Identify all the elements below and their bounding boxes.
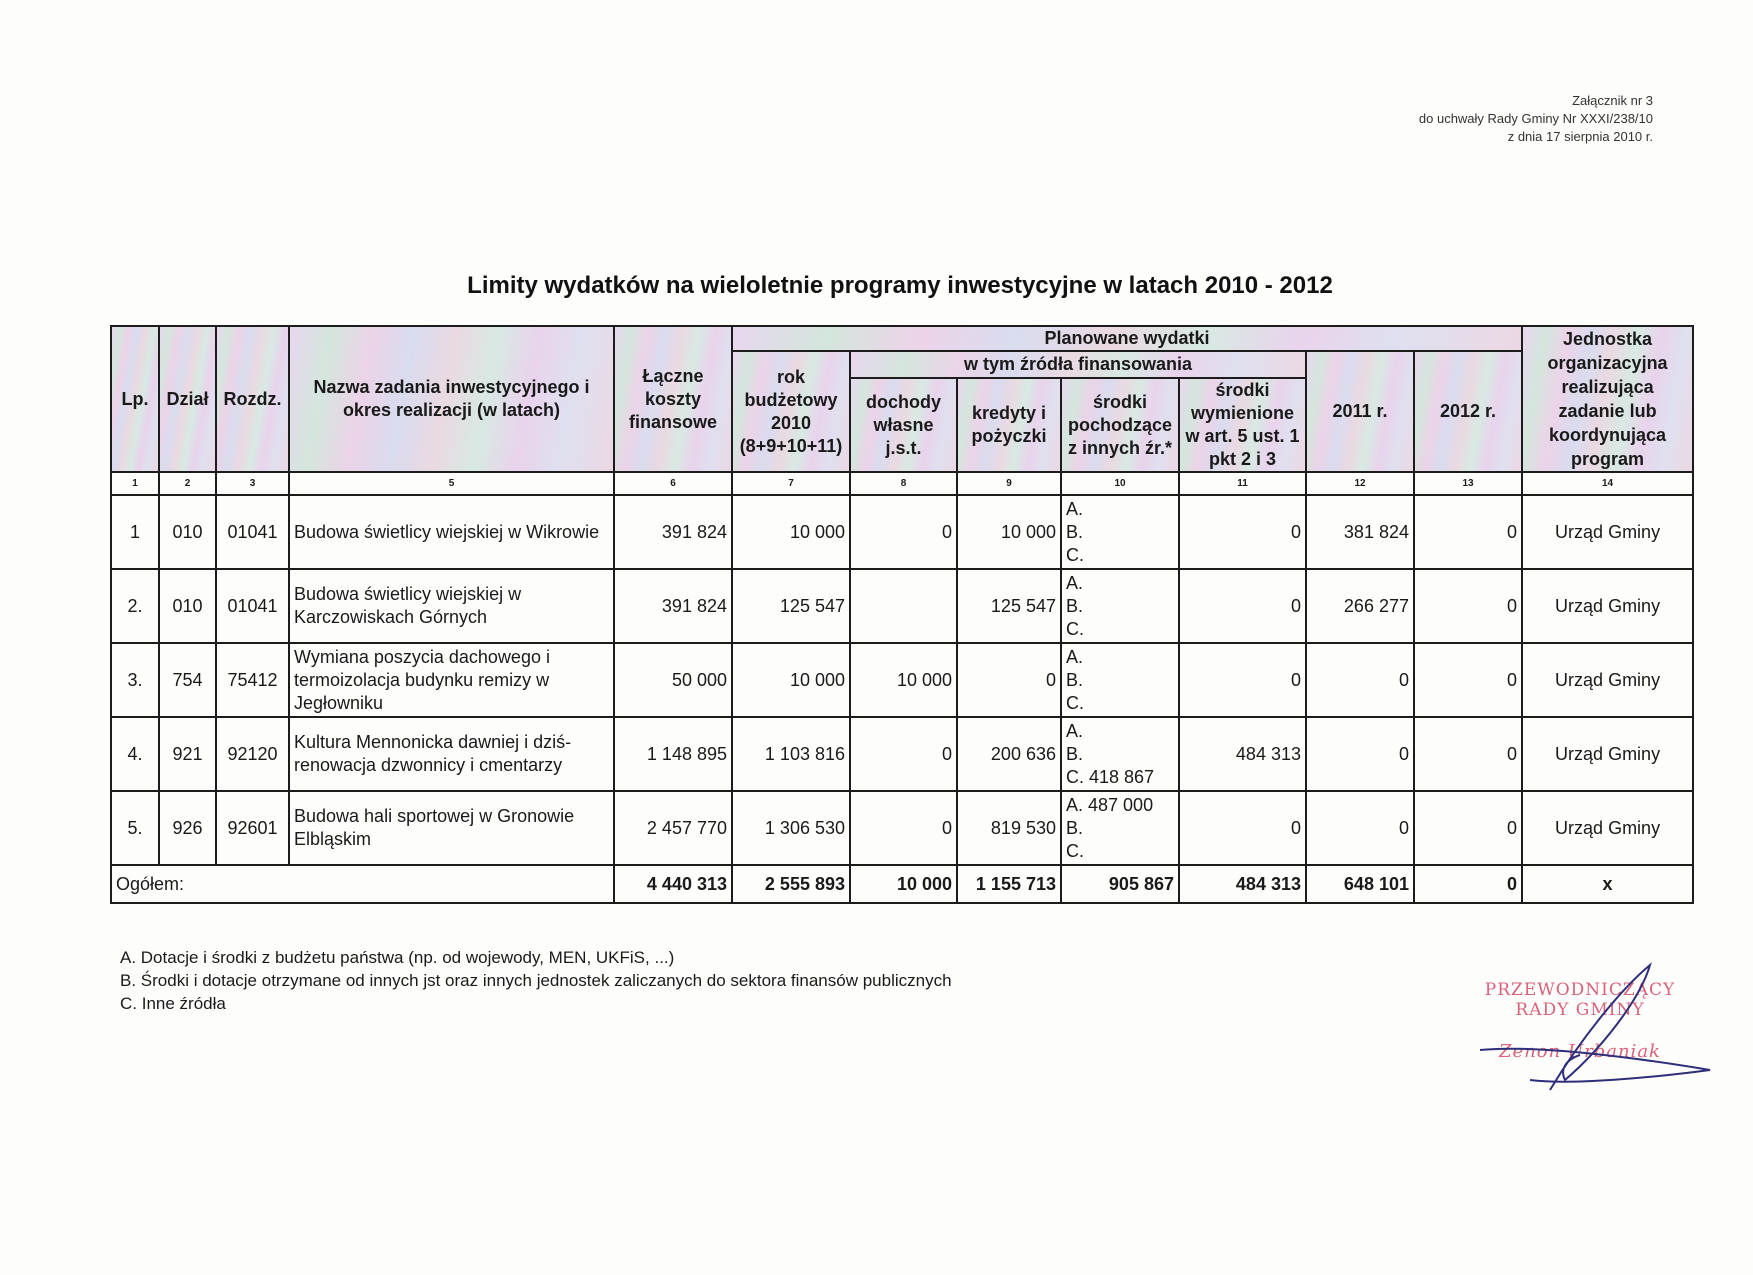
column-number: 6 xyxy=(614,472,732,495)
cell-other-sources xyxy=(1061,643,1179,717)
cell-rozdz: 92120 xyxy=(216,717,289,791)
column-number: 12 xyxy=(1306,472,1414,495)
attachment-note xyxy=(1419,92,1653,146)
source-b: B. xyxy=(1066,521,1084,542)
total-2012: 0 xyxy=(1414,865,1522,903)
cell-dzial: 010 xyxy=(159,569,216,643)
investment-limits-table xyxy=(110,325,1694,904)
cell-other-sources xyxy=(1061,717,1179,791)
cell-dzial: 010 xyxy=(159,495,216,569)
cell-lp: 1 xyxy=(111,495,159,569)
header-other-sources: środki pochodzące z innych źr.* xyxy=(1061,378,1179,472)
header-loans: kredyty i pożyczki xyxy=(957,378,1061,472)
column-number: 8 xyxy=(850,472,957,495)
cell-task-name: Wymiana poszycia dachowego i termoizolacja budynku remizy w Jegłowniku xyxy=(289,643,614,717)
header-2011: 2011 r. xyxy=(1306,351,1414,472)
source-b: B. xyxy=(1066,817,1084,838)
cell-rozdz: 01041 xyxy=(216,569,289,643)
cell-loans: 0 xyxy=(957,643,1061,717)
cell-2012: 0 xyxy=(1414,643,1522,717)
cell-dzial: 921 xyxy=(159,717,216,791)
cell-lp: 4. xyxy=(111,717,159,791)
cell-2012: 0 xyxy=(1414,569,1522,643)
cell-other-sources xyxy=(1061,495,1179,569)
header-2012: 2012 r. xyxy=(1414,351,1522,472)
cell-budget-year: 10 000 xyxy=(732,495,850,569)
cell-total-costs: 1 148 895 xyxy=(614,717,732,791)
total-own-income: 10 000 xyxy=(850,865,957,903)
table-row xyxy=(111,495,1693,569)
cell-budget-year: 10 000 xyxy=(732,643,850,717)
source-b: B. xyxy=(1066,743,1084,764)
total-art5-funds: 484 313 xyxy=(1179,865,1306,903)
source-c: C. xyxy=(1066,692,1084,713)
funding-legend xyxy=(120,946,952,1015)
cell-task-name: Budowa hali sportowej w Gronowie Elbląskim xyxy=(289,791,614,865)
stamp-title: PRZEWODNICZĄCY xyxy=(1484,980,1676,1000)
total-other-sources: 905 867 xyxy=(1061,865,1179,903)
total-budget-year: 2 555 893 xyxy=(732,865,850,903)
cell-art5-funds: 0 xyxy=(1179,569,1306,643)
source-c: C. xyxy=(1066,840,1084,861)
legend-item-b: B. Środki i dotacje otrzymane od innych jst oraz innych jednostek zaliczanych do sektora finansów publicznych xyxy=(120,971,952,990)
cell-lp: 2. xyxy=(111,569,159,643)
total-costs: 4 440 313 xyxy=(614,865,732,903)
source-a: A. xyxy=(1066,572,1084,593)
total-unit: x xyxy=(1522,865,1693,903)
cell-other-sources xyxy=(1061,569,1179,643)
cell-unit: Urząd Gminy xyxy=(1522,643,1693,717)
signature-icon xyxy=(1470,960,1730,1110)
header-total-costs: Łączne koszty finansowe xyxy=(614,326,732,472)
cell-unit: Urząd Gminy xyxy=(1522,495,1693,569)
source-a: A. xyxy=(1066,720,1084,741)
column-number: 7 xyxy=(732,472,850,495)
total-loans: 1 155 713 xyxy=(957,865,1061,903)
source-c: C. 418 867 xyxy=(1066,766,1155,787)
cell-loans: 819 530 xyxy=(957,791,1061,865)
column-numbers-row xyxy=(111,472,1693,495)
legend-item-a: A. Dotacje i środki z budżetu państwa (np. od wojewody, MEN, UKFiS, ...) xyxy=(120,948,675,967)
total-2011: 648 101 xyxy=(1306,865,1414,903)
header-dzial: Dział xyxy=(159,326,216,472)
cell-own-income: 0 xyxy=(850,495,957,569)
header-funding-sources: w tym źródła finansowania xyxy=(850,351,1306,378)
column-number: 9 xyxy=(957,472,1061,495)
cell-rozdz: 01041 xyxy=(216,495,289,569)
cell-art5-funds: 0 xyxy=(1179,643,1306,717)
table-row xyxy=(111,717,1693,791)
cell-other-sources xyxy=(1061,791,1179,865)
cell-art5-funds: 484 313 xyxy=(1179,717,1306,791)
cell-rozdz: 75412 xyxy=(216,643,289,717)
legend-item-c: C. Inne źródła xyxy=(120,994,226,1013)
column-number: 10 xyxy=(1061,472,1179,495)
cell-budget-year: 1 306 530 xyxy=(732,791,850,865)
cell-budget-year: 1 103 816 xyxy=(732,717,850,791)
header-budget-year: rok budżetowy 2010 (8+9+10+11) xyxy=(732,351,850,472)
table-row xyxy=(111,643,1693,717)
column-number: 1 xyxy=(111,472,159,495)
header-art5-funds: środki wymienione w art. 5 ust. 1 pkt 2 i 3 xyxy=(1179,378,1306,472)
header-rozdz: Rozdz. xyxy=(216,326,289,472)
column-number: 14 xyxy=(1522,472,1693,495)
cell-art5-funds: 0 xyxy=(1179,495,1306,569)
column-number: 3 xyxy=(216,472,289,495)
source-b: B. xyxy=(1066,595,1084,616)
cell-dzial: 754 xyxy=(159,643,216,717)
column-number: 11 xyxy=(1179,472,1306,495)
header-planned-expenses: Planowane wydatki xyxy=(732,326,1522,351)
cell-total-costs: 2 457 770 xyxy=(614,791,732,865)
header-task-name: Nazwa zadania inwestycyjnego i okres realizacji (w latach) xyxy=(289,326,614,472)
source-c: C. xyxy=(1066,618,1084,639)
cell-own-income: 0 xyxy=(850,717,957,791)
resolution-reference: do uchwały Rady Gminy Nr XXXI/238/10 xyxy=(1418,111,1653,126)
cell-2011: 0 xyxy=(1306,643,1414,717)
cell-2011: 0 xyxy=(1306,791,1414,865)
header-unit: Jednostka organizacyjna realizująca zadanie lub koordynująca program xyxy=(1522,326,1693,472)
source-a: A. xyxy=(1066,498,1084,519)
cell-rozdz: 92601 xyxy=(216,791,289,865)
cell-2011: 0 xyxy=(1306,717,1414,791)
cell-unit: Urząd Gminy xyxy=(1522,717,1693,791)
cell-lp: 5. xyxy=(111,791,159,865)
resolution-date: z dnia 17 sierpnia 2010 r. xyxy=(1507,129,1653,144)
cell-unit: Urząd Gminy xyxy=(1522,791,1693,865)
cell-dzial: 926 xyxy=(159,791,216,865)
column-number: 5 xyxy=(289,472,614,495)
stamp-name: Zenon Urbaniak xyxy=(1499,1041,1661,1062)
cell-2012: 0 xyxy=(1414,791,1522,865)
cell-loans: 125 547 xyxy=(957,569,1061,643)
cell-loans: 10 000 xyxy=(957,495,1061,569)
cell-task-name: Kultura Mennonicka dawniej i dziś- renowacja dzwonnicy i cmentarzy xyxy=(289,717,614,791)
cell-own-income: 0 xyxy=(850,791,957,865)
cell-task-name: Budowa świetlicy wiejskiej w Karczowiskach Górnych xyxy=(289,569,614,643)
source-b: B. xyxy=(1066,669,1084,690)
cell-loans: 200 636 xyxy=(957,717,1061,791)
table-row xyxy=(111,569,1693,643)
attachment-number: Załącznik nr 3 xyxy=(1572,93,1653,108)
cell-own-income: 10 000 xyxy=(850,643,957,717)
cell-art5-funds: 0 xyxy=(1179,791,1306,865)
source-a: A. 487 000 xyxy=(1066,794,1154,815)
cell-unit: Urząd Gminy xyxy=(1522,569,1693,643)
header-lp: Lp. xyxy=(111,326,159,472)
document-title: Limity wydatków na wieloletnie programy inwestycyjne w latach 2010 - 2012 xyxy=(467,272,1333,299)
stamp-council: RADY GMINY xyxy=(1515,1000,1645,1020)
total-row xyxy=(111,865,1693,903)
cell-lp: 3. xyxy=(111,643,159,717)
cell-2012: 0 xyxy=(1414,495,1522,569)
total-label: Ogółem: xyxy=(111,865,614,903)
cell-total-costs: 391 824 xyxy=(614,569,732,643)
source-a: A. xyxy=(1066,646,1084,667)
cell-own-income xyxy=(850,569,957,643)
source-c: C. xyxy=(1066,544,1084,565)
header-own-income: dochody własne j.s.t. xyxy=(850,378,957,472)
cell-2012: 0 xyxy=(1414,717,1522,791)
column-number: 2 xyxy=(159,472,216,495)
cell-2011: 266 277 xyxy=(1306,569,1414,643)
cell-budget-year: 125 547 xyxy=(732,569,850,643)
table-row xyxy=(111,791,1693,865)
cell-total-costs: 391 824 xyxy=(614,495,732,569)
cell-task-name: Budowa świetlicy wiejskiej w Wikrowie xyxy=(289,495,614,569)
column-number: 13 xyxy=(1414,472,1522,495)
cell-total-costs: 50 000 xyxy=(614,643,732,717)
cell-2011: 381 824 xyxy=(1306,495,1414,569)
